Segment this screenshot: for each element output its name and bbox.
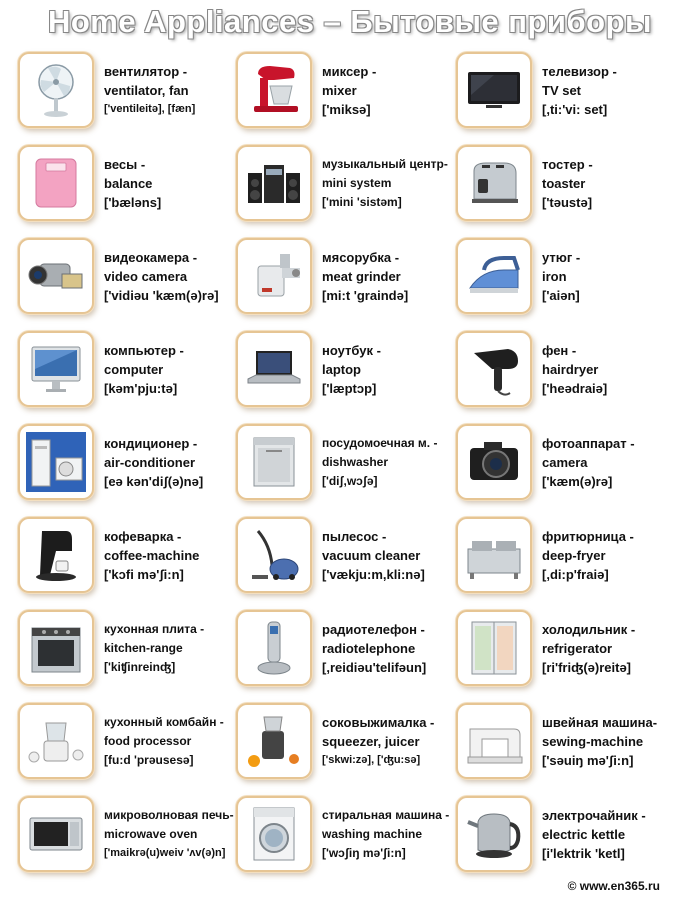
english-word: squeezer, juicer bbox=[322, 734, 420, 749]
air-conditioner-icon bbox=[18, 424, 94, 500]
appliance-text bbox=[542, 713, 680, 770]
fan-icon bbox=[18, 52, 94, 128]
transcription: ['maikrə(u)weiv 'ʌv(ə)n] bbox=[104, 847, 226, 859]
appliance-card bbox=[236, 424, 456, 517]
appliance-card bbox=[18, 517, 236, 610]
appliance-card bbox=[236, 703, 456, 796]
transcription: [i'lektrik 'ketl] bbox=[542, 846, 625, 861]
appliance-text bbox=[104, 620, 242, 677]
appliance-card bbox=[18, 703, 236, 796]
russian-word: фритюрница - bbox=[542, 529, 634, 544]
english-word: iron bbox=[542, 269, 567, 284]
russian-word: утюг - bbox=[542, 250, 581, 265]
english-word: dishwasher bbox=[322, 455, 389, 469]
page-title: Home Appliances – Бытовые приборы bbox=[47, 4, 652, 39]
transcription: ['mini 'sistəm] bbox=[322, 195, 402, 209]
transcription: ['vækju:m,kli:nə] bbox=[322, 567, 425, 582]
transcription: ['vidiəu 'kæm(ə)rə] bbox=[104, 288, 219, 303]
appliance-card bbox=[236, 52, 456, 145]
transcription: [mi:t 'graində] bbox=[322, 288, 409, 303]
russian-word: компьютер - bbox=[104, 343, 184, 358]
russian-word: музыкальный центр- bbox=[322, 157, 448, 171]
transcription: ['kɔfi mə'ʃi:n] bbox=[104, 567, 184, 582]
appliance-text bbox=[322, 713, 460, 770]
microwave-icon bbox=[18, 796, 94, 872]
hairdryer-icon bbox=[456, 331, 532, 407]
russian-word: радиотелефон - bbox=[322, 622, 425, 637]
transcription: ['heədraiə] bbox=[542, 381, 608, 396]
appliance-card bbox=[236, 517, 456, 610]
cordless-phone-icon bbox=[236, 610, 312, 686]
russian-word: микроволновая печь- bbox=[104, 808, 234, 822]
russian-word: тостер - bbox=[542, 157, 593, 172]
tv-icon bbox=[456, 52, 532, 128]
food-processor-icon bbox=[18, 703, 94, 779]
russian-word: холодильник - bbox=[542, 622, 636, 637]
transcription: ['bæləns] bbox=[104, 195, 162, 210]
juicer-icon bbox=[236, 703, 312, 779]
appliance-text bbox=[542, 434, 680, 491]
washing-machine-icon bbox=[236, 796, 312, 872]
transcription: ['səuiŋ mə'ʃi:n] bbox=[542, 753, 634, 768]
vacuum-cleaner-icon bbox=[236, 517, 312, 593]
english-word: mini system bbox=[322, 176, 392, 190]
camera-icon bbox=[456, 424, 532, 500]
transcription: ['læptɔp] bbox=[322, 381, 377, 396]
transcription: ['aiən] bbox=[542, 288, 580, 303]
russian-word: видеокамера - bbox=[104, 250, 198, 265]
appliance-text bbox=[542, 62, 680, 119]
appliance-text bbox=[322, 806, 460, 863]
russian-word: мясорубка - bbox=[322, 250, 400, 265]
transcription: [,ti:'vi: set] bbox=[542, 102, 608, 117]
site-credit: © www.en365.ru bbox=[567, 879, 660, 893]
english-word: coffee-machine bbox=[104, 548, 200, 563]
russian-word: ноутбук - bbox=[322, 343, 381, 358]
appliance-card bbox=[18, 331, 236, 424]
music-system-icon bbox=[236, 145, 312, 221]
russian-word: весы - bbox=[104, 157, 146, 172]
russian-word: посудомоечная м. - bbox=[322, 436, 438, 450]
appliance-text bbox=[542, 806, 680, 863]
russian-word: кофеварка - bbox=[104, 529, 182, 544]
appliance-card bbox=[18, 238, 236, 331]
transcription: [eə kən'diʃ(ə)nə] bbox=[104, 474, 204, 489]
transcription: [kəm'pju:tə] bbox=[104, 381, 178, 396]
russian-word: пылесос - bbox=[322, 529, 387, 544]
english-word: ventilator, fan bbox=[104, 83, 189, 98]
russian-word: вентилятор - bbox=[104, 64, 188, 79]
english-word: air-conditioner bbox=[104, 455, 196, 470]
appliance-card bbox=[236, 238, 456, 331]
appliance-card bbox=[456, 238, 678, 331]
english-word: refrigerator bbox=[542, 641, 613, 656]
mixer-icon bbox=[236, 52, 312, 128]
russian-word: швейная машина- bbox=[542, 715, 658, 730]
electric-kettle-icon bbox=[456, 796, 532, 872]
video-camera-icon bbox=[18, 238, 94, 314]
appliance-text bbox=[322, 248, 460, 305]
refrigerator-icon bbox=[456, 610, 532, 686]
english-word: balance bbox=[104, 176, 153, 191]
transcription: [fu:d 'prəusesə] bbox=[104, 753, 194, 767]
english-word: food processor bbox=[104, 734, 192, 748]
appliance-card bbox=[18, 796, 236, 889]
appliance-text bbox=[322, 62, 460, 119]
transcription: ['kiʧinreinʤ] bbox=[104, 660, 176, 674]
toaster-icon bbox=[456, 145, 532, 221]
appliance-text bbox=[542, 248, 680, 305]
transcription: ['təustə] bbox=[542, 195, 593, 210]
appliance-text bbox=[322, 434, 460, 491]
english-word: video camera bbox=[104, 269, 188, 284]
iron-icon bbox=[456, 238, 532, 314]
sewing-machine-icon bbox=[456, 703, 532, 779]
appliance-text bbox=[542, 620, 680, 677]
scale-icon bbox=[18, 145, 94, 221]
appliance-text bbox=[104, 341, 242, 398]
transcription: ['wɔʃiŋ mə'ʃi:n] bbox=[322, 846, 406, 860]
appliance-text bbox=[104, 62, 242, 119]
appliance-text bbox=[322, 341, 460, 398]
appliance-card bbox=[236, 145, 456, 238]
transcription: ['kæm(ə)rə] bbox=[542, 474, 613, 489]
english-word: kitchen-range bbox=[104, 641, 183, 655]
transcription: ['ventileitə], [fæn] bbox=[104, 103, 196, 115]
appliance-text bbox=[104, 806, 242, 863]
transcription: [ri'friʤ(ə)reitə] bbox=[542, 660, 632, 675]
appliance-text bbox=[542, 155, 680, 212]
appliance-card bbox=[18, 145, 236, 238]
dishwasher-icon bbox=[236, 424, 312, 500]
appliance-text bbox=[104, 527, 242, 584]
english-word: toaster bbox=[542, 176, 586, 191]
appliance-text bbox=[104, 248, 242, 305]
english-word: meat grinder bbox=[322, 269, 401, 284]
coffee-machine-icon bbox=[18, 517, 94, 593]
deep-fryer-icon bbox=[456, 517, 532, 593]
appliance-text bbox=[542, 527, 680, 584]
kitchen-range-icon bbox=[18, 610, 94, 686]
english-word: electric kettle bbox=[542, 827, 626, 842]
transcription: ['miksə] bbox=[322, 102, 371, 117]
russian-word: кухонная плита - bbox=[104, 622, 205, 636]
english-word: camera bbox=[542, 455, 588, 470]
english-word: hairdryer bbox=[542, 362, 599, 377]
meat-grinder-icon bbox=[236, 238, 312, 314]
appliance-card bbox=[18, 424, 236, 517]
english-word: microwave oven bbox=[104, 827, 198, 841]
russian-word: телевизор - bbox=[542, 64, 617, 79]
transcription: ['skwi:zə], ['ʤu:sə] bbox=[322, 754, 421, 766]
russian-word: фотоаппарат - bbox=[542, 436, 635, 451]
appliance-text bbox=[104, 155, 242, 212]
appliance-text bbox=[322, 155, 460, 212]
appliance-card bbox=[456, 703, 678, 796]
appliance-card bbox=[236, 331, 456, 424]
english-word: vacuum cleaner bbox=[322, 548, 421, 563]
appliance-card bbox=[456, 796, 678, 889]
appliance-text bbox=[322, 527, 460, 584]
english-word: sewing-machine bbox=[542, 734, 644, 749]
appliance-text bbox=[104, 434, 242, 491]
appliance-card bbox=[18, 610, 236, 703]
appliance-text bbox=[542, 341, 680, 398]
english-word: laptop bbox=[322, 362, 361, 377]
russian-word: соковыжималка - bbox=[322, 715, 435, 730]
russian-word: электрочайник - bbox=[542, 808, 646, 823]
appliance-card bbox=[18, 52, 236, 145]
appliance-text bbox=[104, 713, 242, 770]
appliance-text bbox=[322, 620, 460, 677]
transcription: [,reidiəu'telifəun] bbox=[322, 660, 427, 675]
transcription: [,di:p'fraiə] bbox=[542, 567, 609, 582]
appliance-card bbox=[236, 796, 456, 889]
appliance-card bbox=[456, 424, 678, 517]
appliance-card bbox=[456, 331, 678, 424]
english-word: radiotelephone bbox=[322, 641, 416, 656]
appliance-card bbox=[236, 610, 456, 703]
russian-word: кухонный комбайн - bbox=[104, 715, 224, 729]
laptop-icon bbox=[236, 331, 312, 407]
appliance-card bbox=[456, 52, 678, 145]
russian-word: фен - bbox=[542, 343, 577, 358]
english-word: deep-fryer bbox=[542, 548, 606, 563]
russian-word: стиральная машина - bbox=[322, 808, 450, 822]
appliance-card bbox=[456, 517, 678, 610]
russian-word: кондиционер - bbox=[104, 436, 198, 451]
appliance-grid bbox=[18, 52, 688, 889]
english-word: washing machine bbox=[322, 827, 423, 841]
appliance-card bbox=[456, 610, 678, 703]
english-word: mixer bbox=[322, 83, 357, 98]
transcription: ['diʃ,wɔʃə] bbox=[322, 474, 378, 488]
english-word: computer bbox=[104, 362, 164, 377]
computer-icon bbox=[18, 331, 94, 407]
appliance-card bbox=[456, 145, 678, 238]
english-word: TV set bbox=[542, 83, 582, 98]
russian-word: миксер - bbox=[322, 64, 377, 79]
